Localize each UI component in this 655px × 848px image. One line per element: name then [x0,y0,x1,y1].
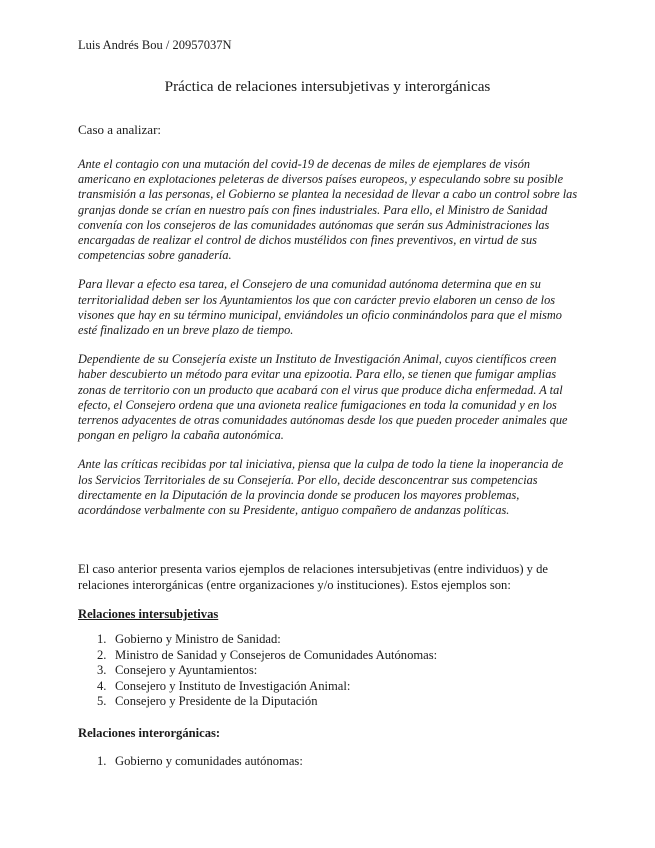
list-item-text: Gobierno y comunidades autónomas: [115,754,303,768]
list-item [97,648,437,664]
list-item-text: Consejero y Ayuntamientos: [115,663,258,678]
list-item [97,679,437,695]
list-item-text: Ministro de Sanidad y Consejeros de Comunidades Autónomas: [115,647,438,662]
list-number: 5. [97,694,107,709]
list-number: 1. [97,754,107,768]
interorganic-heading: Relaciones interorgánicas: [78,726,221,740]
document-title: Práctica de relaciones intersubjetivas y interorgánicas [164,78,491,95]
list-item-text: Consejero y Instituto de Investigación Animal: [115,678,351,693]
case-paragraph: Ante el contagio con una mutación del covid-19 de decenas de miles de ejemplares de visón americano en explotaciones peleteras de diversos países europeos, y especulando sobre su posible transmisión a las personas, el Gobierno se plantea la necesidad de llevar a cabo un control sobre las granjas donde se crían en nuestro país con fines industriales. Para ello, el Ministro de Sanidad convenía con los consejeros de las comunidades autónomas que serán sus Administraciones las encargadas de realizar el control de dichos mustélidos con fines preventivos, en virtud de sus competencias sobre ganadería. [78,157,578,263]
case-paragraph: Para llevar a efecto esa tarea, el Consejero de una comunidad autónoma determina que en su territorialidad deben ser los Ayuntamientos los que con carácter previo elaboren un censo de los visones que hay en su término municipal, enviándoles un oficio conminándolos para que el mismo esté finalizado en un breve plazo de tiempo. [78,277,562,338]
case-paragraph: Ante las críticas recibidas por tal iniciativa, piensa que la culpa de todo la tiene la inoperancia de los Servicios Territoriales de su Consejería. Por ello, decide desconcentrar sus competencias directamente en la Diputación de la provincia donde se producen los mayores problemas, acordándose verbalmente con su Presidente, antiguo compañero de andanzas políticas. [78,457,564,518]
intro-paragraph: El caso anterior presenta varios ejemplos de relaciones intersubjetivas (entre individuos) y de relaciones interorgánicas (entre organizaciones y/o instituciones). Estos ejemplos son: [78,562,549,592]
case-text [78,157,578,532]
list-item-text: Gobierno y Ministro de Sanidad: [115,632,281,646]
intersubjective-heading: Relaciones intersubjetivas [78,607,219,621]
list-number: 1. [97,632,107,646]
list-number: 2. [97,647,107,662]
list-item-text: Consejero y Presidente de la Diputación [115,694,318,709]
list-number: 3. [97,663,107,678]
list-item [97,694,437,710]
author-line: Luis Andrés Bou / 20957037N [78,38,232,52]
interorganic-list [97,754,303,770]
intersubjective-list [97,632,437,710]
list-item [97,632,437,648]
case-paragraph: Dependiente de su Consejería existe un Instituto de Investigación Animal, cuyos científicos creen haber descubierto un método para evitar una epizootia. Para ello, se tienen que fumigar amplias zonas de territorio con un producto que acabará con el virus que produce dicha enfermedad. A tal efecto, el Consejero ordena que una avioneta realice fumigaciones en toda la comunidad y en los terrenos adyacentes de otras comunidades autónomas desde los que pueden proceder animales que pongan en peligro la cabaña autonómica. [78,352,568,443]
case-label: Caso a analizar: [78,122,162,137]
list-item [97,754,303,770]
list-number: 4. [97,678,107,693]
list-item [97,663,437,679]
